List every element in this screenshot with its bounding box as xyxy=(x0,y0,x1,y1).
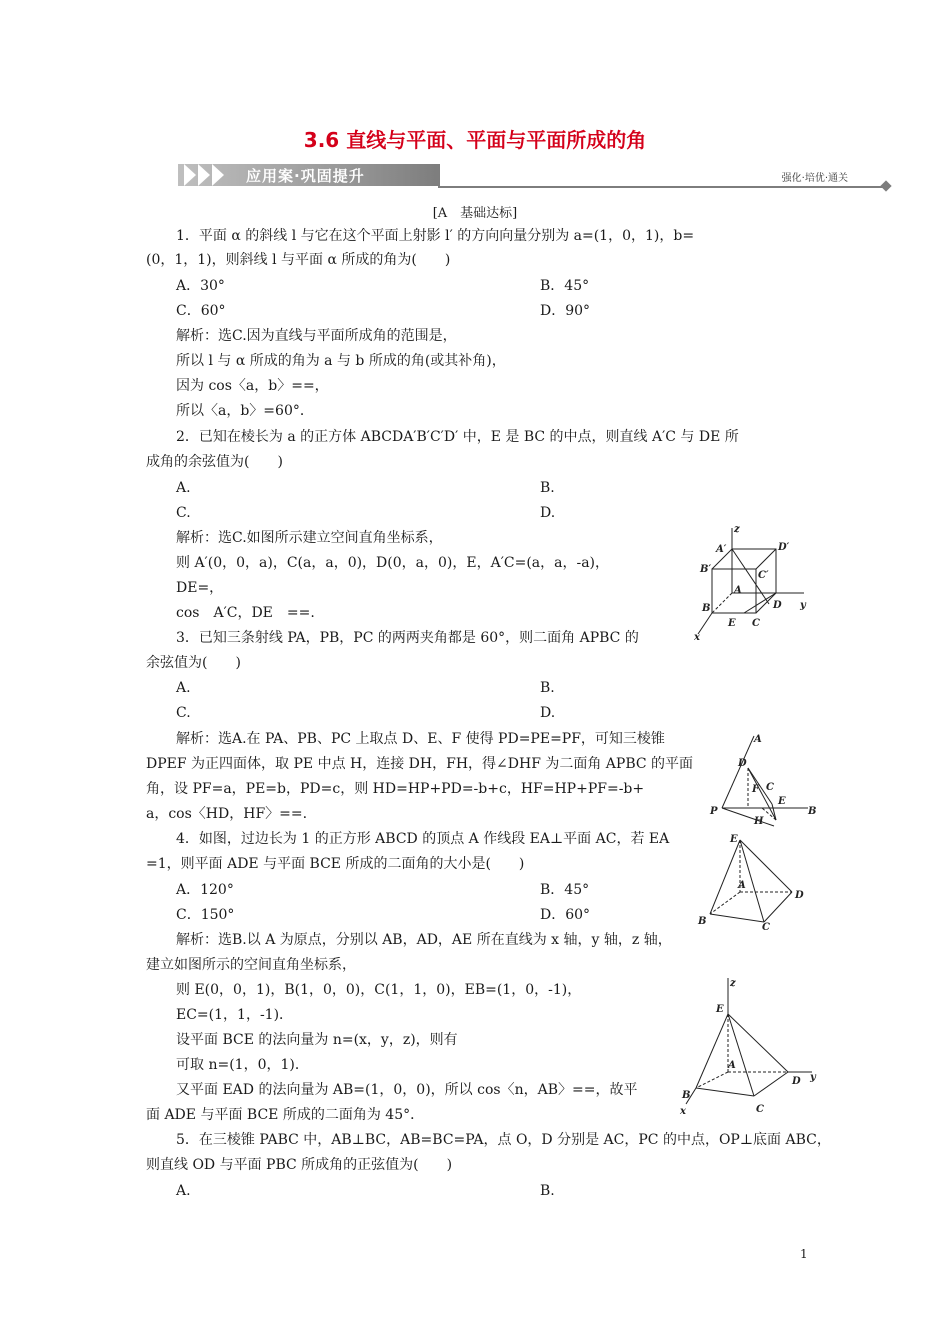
q2-option-d: D. xyxy=(540,505,556,521)
q3-solution: 角，设 PF=a，PE=b，PD=c，则 HD=HP+PD=-b+c，HF=HP+PF=-b+ xyxy=(146,781,645,797)
cube-label: C′ xyxy=(758,570,769,581)
q5-text: 5．在三棱锥 PABC 中，AB⊥BC，AB=BC=PA，点 O，D 分别是 AC，PC 的中点，OP⊥底面 ABC， xyxy=(176,1132,831,1148)
tetra-label: F xyxy=(752,784,760,795)
q5-option-a: A. xyxy=(176,1183,191,1199)
q4-option-c: C．150° xyxy=(176,907,235,923)
banner-label: 应用案·巩固提升 xyxy=(246,167,365,185)
q4-text-cont: =1，则平面 ADE 与平面 BCE 所成的二面角的大小是( ) xyxy=(146,856,525,872)
q4-solution: 设平面 BCE 的法向量为 n=(x，y，z)，则有 xyxy=(176,1032,458,1048)
cube-label: A′ xyxy=(716,544,727,555)
cube-label: y xyxy=(800,600,806,611)
q3-solution: 解析：选A.在 PA、PB、PC 上取点 D、E、F 使得 PD=PE=PF，可知三棱锥 xyxy=(176,731,665,747)
tetra-label: E xyxy=(778,796,786,807)
cube-label: x xyxy=(694,632,700,642)
q3-option-d: D. xyxy=(540,705,556,721)
page-title: 3.6 直线与平面、平面与平面所成的角 xyxy=(303,128,647,152)
q4-option-a: A．120° xyxy=(176,882,234,898)
section-banner xyxy=(178,162,898,190)
q4-solution: 可取 n=(1，0，1)． xyxy=(176,1057,309,1073)
q1-text-cont: (0，1，1)，则斜线 l 与平面 α 所成的角为( ) xyxy=(146,252,451,268)
chevron-right-icon xyxy=(184,164,196,186)
q3-text: 3．已知三条射线 PA，PB，PC 的两两夹角都是 60°，则二面角 APBC 的 xyxy=(176,630,639,646)
cube-label: E xyxy=(728,618,736,629)
q2-option-c: C. xyxy=(176,505,191,521)
pyramid-label: B xyxy=(698,916,707,927)
q1-solution: 因为 cos〈a，b〉==， xyxy=(176,378,329,394)
q4-option-b: B．45° xyxy=(540,882,590,898)
page-number: 1 xyxy=(800,1247,808,1261)
tetra-label: D xyxy=(738,758,747,769)
pyramid-axes-label: E xyxy=(716,1004,724,1015)
q2-text: 2．已知在棱长为 a 的正方体 ABCDA′B′C′D′ 中，E 是 BC 的中点，则直线 A′C 与 DE 所 xyxy=(176,429,739,445)
pyramid-figure xyxy=(696,830,810,930)
q3-option-c: C. xyxy=(176,705,191,721)
q4-text: 4．如图，过边长为 1 的正方形 ABCD 的顶点 A 作线段 EA⊥平面 AC，若 EA xyxy=(176,831,670,847)
q1-solution: 所以 l 与 α 所成的角为 a 与 b 所成的角(或其补角)， xyxy=(176,353,506,369)
cube-label: B′ xyxy=(700,564,712,575)
q5-text-cont: 则直线 OD 与平面 PBC 所成角的正弦值为( ) xyxy=(146,1157,453,1173)
q2-option-a: A. xyxy=(176,480,191,496)
cube-label: D xyxy=(773,600,782,611)
cube-label: D′ xyxy=(778,542,790,553)
q3-option-a: A. xyxy=(176,680,191,696)
chevron-right-icon xyxy=(198,164,210,186)
q4-solution: EC=(1，1，-1)． xyxy=(176,1007,294,1023)
q3-solution: a，cos〈HD，HF〉==. xyxy=(146,806,308,822)
q3-text-cont: 余弦值为( ) xyxy=(146,655,241,671)
tetrahedron-figure xyxy=(700,730,822,830)
q4-solution: 又平面 EAD 的法向量为 AB=(1，0，0)，所以 cos〈n，AB〉==，故平 xyxy=(176,1082,638,1098)
tetra-label: B xyxy=(808,806,817,817)
q2-solution: DE=， xyxy=(176,580,224,596)
q3-option-b: B. xyxy=(540,680,555,696)
q1-option-b: B．45° xyxy=(540,278,590,294)
q4-option-d: D．60° xyxy=(540,907,591,923)
tetra-label: C xyxy=(766,782,774,793)
q1-solution: 解析：选C.因为直线与平面所成角的范围是， xyxy=(176,328,457,344)
tetra-label: H xyxy=(754,816,764,827)
cube-label: z xyxy=(734,524,740,535)
q1-option-a: A．30° xyxy=(176,278,225,294)
tetra-label: A xyxy=(754,734,762,745)
tetra-label: P xyxy=(710,806,718,817)
q2-solution: cos A′C，DE ==. xyxy=(176,605,315,621)
cube-label: B xyxy=(702,603,711,614)
q5-option-b: B. xyxy=(540,1183,555,1199)
q1-option-d: D．90° xyxy=(540,303,591,319)
cube-label: A xyxy=(734,585,742,596)
q2-text-cont: 成角的余弦值为( ) xyxy=(146,454,283,470)
q1-option-c: C．60° xyxy=(176,303,226,319)
cube-figure xyxy=(694,522,814,642)
pyramid-axes-label: y xyxy=(810,1072,816,1083)
pyramid-axes-label: D xyxy=(792,1076,801,1087)
chevron-right-icon xyxy=(212,164,224,186)
pyramid-axes-label: z xyxy=(730,978,736,989)
pyramid-axes-label: C xyxy=(756,1104,764,1115)
pyramid-label: A xyxy=(738,880,746,891)
q2-solution: 则 A′(0，0，a)，C(a，a，0)，D(0，a，0)，E，A′C=(a，a，-a)， xyxy=(176,555,610,571)
q2-solution: 解析：选C.如图所示建立空间直角坐标系， xyxy=(176,530,443,546)
q3-solution: DPEF 为正四面体，取 PE 中点 H，连接 DH，FH，得∠DHF 为二面角 APBC 的平面 xyxy=(146,756,694,772)
q1-text: 1．平面 α 的斜线 l 与它在这个平面上射影 l′ 的方向向量分别为 a=(1，0，1)，b= xyxy=(176,228,695,244)
pyramid-axes-figure xyxy=(676,976,822,1116)
pyramid-axes-label: B xyxy=(682,1090,691,1101)
pyramid-label: E xyxy=(730,834,738,845)
banner-tag: 强化·培优·通关 xyxy=(781,173,848,184)
q2-option-b: B. xyxy=(540,480,555,496)
q4-solution: 解析：选B.以 A 为原点，分别以 AB，AD，AE 所在直线为 x 轴，y 轴，z 轴， xyxy=(176,932,672,948)
q1-solution: 所以〈a，b〉=60°． xyxy=(176,403,314,419)
pyramid-label: C xyxy=(762,922,770,930)
diamond-icon xyxy=(880,180,891,191)
pyramid-label: D xyxy=(795,890,804,901)
pyramid-axes-label: A xyxy=(728,1060,736,1071)
q4-solution: 建立如图所示的空间直角坐标系， xyxy=(146,957,356,973)
cube-label: C xyxy=(752,618,760,629)
section-heading: [A 基础达标] xyxy=(432,206,518,221)
banner-line xyxy=(438,186,886,188)
q4-solution: 则 E(0，0，1)，B(1，0，0)，C(1，1，0)，EB=(1，0，-1)， xyxy=(176,982,582,998)
pyramid-axes-label: x xyxy=(680,1106,686,1116)
q4-solution: 面 ADE 与平面 BCE 所成的二面角为 45°． xyxy=(146,1107,425,1123)
